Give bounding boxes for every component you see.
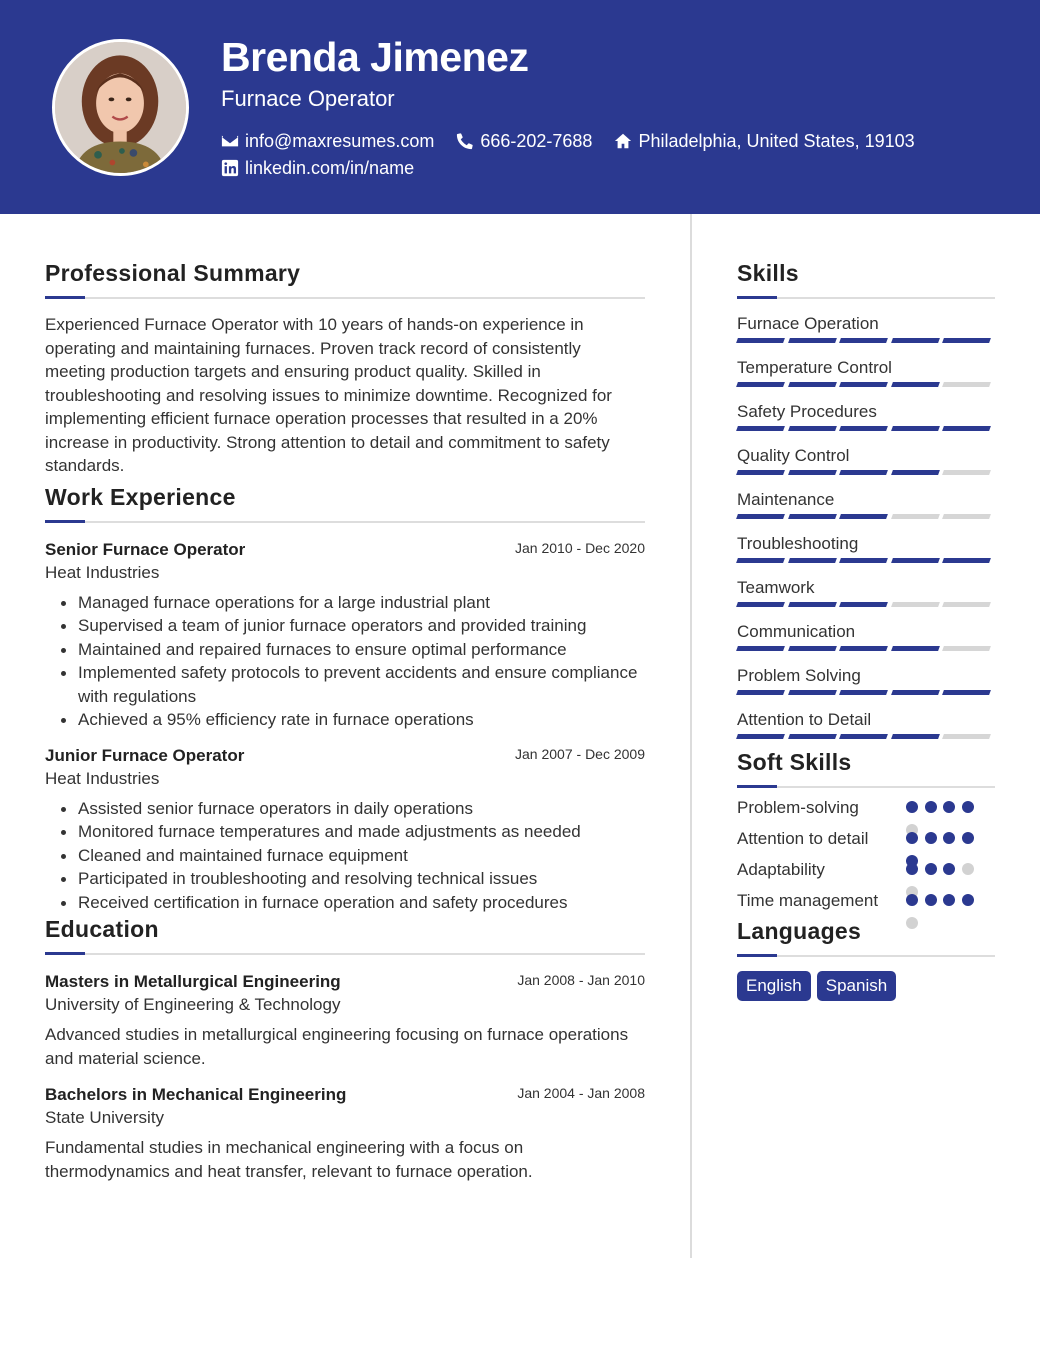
- profile-photo-image: [55, 42, 186, 173]
- phone-icon: [456, 132, 474, 150]
- skill-level-bar: [737, 470, 995, 475]
- section-rule: [737, 955, 995, 957]
- skill-level-segment: [736, 558, 785, 563]
- home-icon: [614, 132, 632, 150]
- soft-skill-name: Adaptability: [737, 860, 825, 879]
- soft-skill-rating: [906, 894, 986, 940]
- resume-header: [0, 0, 1040, 214]
- job-dates: Jan 2010 - Dec 2020: [515, 539, 645, 556]
- skill-name: Safety Procedures: [737, 402, 877, 421]
- skill-level-bar: [737, 734, 995, 739]
- skill-name: Troubleshooting: [737, 534, 859, 553]
- skill-level-segment: [942, 646, 991, 651]
- skill-level-bar: [737, 382, 995, 387]
- job-dates: Jan 2007 - Dec 2009: [515, 745, 645, 762]
- job-company: Heat Industries: [45, 768, 160, 788]
- column-divider: [690, 214, 692, 1258]
- skill-level-segment: [942, 426, 991, 431]
- skill-item: [737, 621, 995, 651]
- section-rule: [45, 521, 645, 523]
- job-bullet: Assisted senior furnace operators in daily operations: [57, 797, 645, 821]
- summary-section: [45, 258, 645, 478]
- language-tag: English: [737, 971, 811, 1001]
- skill-item: [737, 709, 995, 739]
- job-entry: [45, 745, 645, 915]
- skill-level-segment: [788, 602, 837, 607]
- skill-level-segment: [942, 690, 991, 695]
- skill-level-segment: [736, 690, 785, 695]
- main-column: [45, 258, 645, 1183]
- skill-level-segment: [736, 734, 785, 739]
- skill-level-bar: [737, 646, 995, 651]
- skill-item: [737, 577, 995, 607]
- skill-level-segment: [839, 734, 888, 739]
- skill-level-segment: [942, 470, 991, 475]
- skill-level-segment: [891, 382, 940, 387]
- rating-dot: [943, 863, 955, 875]
- skill-item: [737, 445, 995, 475]
- job-title: Junior Furnace Operator: [45, 745, 245, 765]
- rating-dot: [962, 801, 974, 813]
- skill-level-segment: [839, 470, 888, 475]
- job-bullet: Implemented safety protocols to prevent accidents and ensure compliance with regulations: [57, 661, 645, 708]
- soft-skill-item: [737, 858, 995, 881]
- skill-level-segment: [891, 558, 940, 563]
- skill-level-segment: [736, 382, 785, 387]
- job-bullet: Supervised a team of junior furnace operators and provided training: [57, 614, 645, 638]
- skill-name: Communication: [737, 622, 856, 641]
- skill-level-segment: [942, 338, 991, 343]
- soft-skills-heading: Soft Skills: [737, 749, 852, 775]
- skill-level-segment: [839, 338, 888, 343]
- job-company: Heat Industries: [45, 562, 160, 582]
- skill-level-segment: [839, 646, 888, 651]
- soft-skill-item: [737, 889, 995, 912]
- skills-heading: Skills: [737, 260, 799, 286]
- skill-level-segment: [736, 338, 785, 343]
- school-name: University of Engineering & Technology: [45, 995, 341, 1014]
- contact-email-text: info@maxresumes.com: [245, 131, 435, 151]
- contact-linkedin-text: linkedin.com/in/name: [245, 158, 415, 178]
- job-bullet: Received certification in furnace operation and safety procedures: [57, 891, 645, 915]
- skill-level-bar: [737, 514, 995, 519]
- linkedin-icon: [221, 159, 239, 177]
- languages-heading: Languages: [737, 918, 862, 944]
- job-bullet: Participated in troubleshooting and resolving technical issues: [57, 867, 645, 891]
- contact-location-text: Philadelphia, United States, 19103: [638, 131, 915, 151]
- section-rule: [737, 786, 995, 788]
- contact-phone[interactable]: [456, 130, 592, 152]
- skill-level-segment: [942, 514, 991, 519]
- skill-level-bar: [737, 426, 995, 431]
- skill-level-segment: [736, 602, 785, 607]
- skill-name: Furnace Operation: [737, 314, 879, 333]
- side-column: [737, 258, 995, 1001]
- rating-dot: [925, 863, 937, 875]
- rating-dot: [962, 863, 974, 875]
- skill-level-bar: [737, 338, 995, 343]
- skill-level-segment: [736, 426, 785, 431]
- skill-level-segment: [942, 602, 991, 607]
- skill-item: [737, 489, 995, 519]
- skill-name: Teamwork: [737, 578, 815, 597]
- candidate-name: Brenda Jimenez: [221, 34, 529, 80]
- contact-row-primary: [221, 130, 937, 152]
- languages-list: [737, 971, 995, 1001]
- candidate-title: Furnace Operator: [221, 86, 395, 111]
- job-bullets: [57, 797, 645, 915]
- skill-level-segment: [736, 470, 785, 475]
- education-heading: Education: [45, 916, 159, 942]
- skill-level-segment: [788, 338, 837, 343]
- contact-email[interactable]: [221, 130, 434, 152]
- skill-level-segment: [891, 338, 940, 343]
- rating-dot: [925, 832, 937, 844]
- skill-level-segment: [788, 558, 837, 563]
- language-tag: Spanish: [817, 971, 896, 1001]
- skill-level-segment: [891, 734, 940, 739]
- rating-dot: [925, 894, 937, 906]
- rating-dot: [943, 894, 955, 906]
- skill-level-segment: [788, 382, 837, 387]
- skill-level-segment: [891, 514, 940, 519]
- education-entry: [45, 971, 645, 1070]
- rating-dot: [906, 917, 918, 929]
- section-rule: [45, 953, 645, 955]
- experience-section: [45, 482, 645, 915]
- rating-dot: [906, 801, 918, 813]
- soft-skill-name: Attention to detail: [737, 829, 869, 848]
- job-bullet: Achieved a 95% efficiency rate in furnace operations: [57, 708, 645, 732]
- skill-name: Problem Solving: [737, 666, 861, 685]
- soft-skill-item: [737, 827, 995, 850]
- skill-level-segment: [891, 426, 940, 431]
- rating-dot: [962, 832, 974, 844]
- education-description: Advanced studies in metallurgical engineering focusing on furnace operations and material science.: [45, 1025, 629, 1068]
- job-title: Senior Furnace Operator: [45, 539, 246, 559]
- skill-level-segment: [736, 514, 785, 519]
- contact-phone-text: 666-202-7688: [480, 131, 593, 151]
- rating-dot: [943, 801, 955, 813]
- skill-level-segment: [839, 690, 888, 695]
- education-description: Fundamental studies in mechanical engineering with a focus on thermodynamics and heat transfer, relevant to furnace operation.: [45, 1138, 533, 1181]
- section-rule: [737, 297, 995, 299]
- skill-level-segment: [788, 426, 837, 431]
- skills-list: [737, 313, 995, 739]
- rating-dot: [906, 894, 918, 906]
- soft-skill-item: [737, 796, 995, 819]
- soft-skills-list: [737, 796, 995, 912]
- soft-skills-section: [737, 747, 995, 912]
- skill-item: [737, 401, 995, 431]
- contact-row-secondary: [221, 157, 436, 179]
- job-entry: [45, 539, 645, 732]
- skill-level-segment: [788, 470, 837, 475]
- skill-level-segment: [788, 514, 837, 519]
- skill-level-segment: [839, 514, 888, 519]
- skill-name: Temperature Control: [737, 358, 892, 377]
- job-bullet: Maintained and repaired furnaces to ensure optimal performance: [57, 638, 645, 662]
- rating-dot: [962, 894, 974, 906]
- skill-name: Attention to Detail: [737, 710, 872, 729]
- experience-heading: Work Experience: [45, 483, 236, 510]
- skill-item: [737, 357, 995, 387]
- school-name: State University: [45, 1108, 165, 1127]
- skill-name: Quality Control: [737, 446, 850, 465]
- summary-text: Experienced Furnace Operator with 10 years of hands-on experience in operating and maintaining furnaces. Proven track record of consistently meeting production targets and ensuring product quality. Skilled in troubleshooting and resolving issues to minimize downtime. Recognized for implementing efficient furnace operation processes that resulted in a 20% increase in productivity. Strong attention to detail and commitment to safety standards.: [45, 315, 612, 475]
- job-bullet: Managed furnace operations for a large industrial plant: [57, 591, 645, 615]
- skill-name: Maintenance: [737, 490, 835, 509]
- rating-dot: [906, 863, 918, 875]
- rating-dot: [925, 801, 937, 813]
- summary-heading: Professional Summary: [45, 260, 301, 286]
- profile-photo: [52, 39, 189, 176]
- degree-title: Masters in Metallurgical Engineering: [45, 972, 341, 991]
- job-bullet: Monitored furnace temperatures and made adjustments as needed: [57, 820, 645, 844]
- skill-level-segment: [839, 602, 888, 607]
- education-dates: Jan 2008 - Jan 2010: [517, 972, 645, 988]
- soft-skill-name: Problem-solving: [737, 798, 859, 817]
- education-entry: [45, 1084, 645, 1183]
- rating-dot: [906, 832, 918, 844]
- skill-level-segment: [839, 558, 888, 563]
- education-section: [45, 914, 645, 1183]
- skill-level-segment: [891, 690, 940, 695]
- skill-level-segment: [891, 646, 940, 651]
- job-bullets: [57, 591, 645, 732]
- skill-level-segment: [891, 470, 940, 475]
- skill-level-segment: [788, 734, 837, 739]
- skill-level-segment: [788, 646, 837, 651]
- degree-title: Bachelors in Mechanical Engineering: [45, 1085, 347, 1104]
- skills-section: [737, 258, 995, 739]
- soft-skill-name: Time management: [737, 891, 879, 910]
- skill-item: [737, 665, 995, 695]
- skill-level-bar: [737, 602, 995, 607]
- skill-level-segment: [839, 382, 888, 387]
- job-bullet: Cleaned and maintained furnace equipment: [57, 844, 645, 868]
- envelope-icon: [221, 132, 239, 150]
- skill-item: [737, 313, 995, 343]
- contact-location: [614, 130, 914, 152]
- skill-level-segment: [736, 646, 785, 651]
- contact-linkedin[interactable]: [221, 157, 414, 179]
- skill-level-bar: [737, 558, 995, 563]
- education-dates: Jan 2004 - Jan 2008: [517, 1085, 645, 1101]
- skill-level-segment: [942, 558, 991, 563]
- skill-level-segment: [891, 602, 940, 607]
- rating-dot: [943, 832, 955, 844]
- skill-level-segment: [942, 382, 991, 387]
- section-rule: [45, 297, 645, 299]
- skill-level-segment: [788, 690, 837, 695]
- skill-level-segment: [839, 426, 888, 431]
- skill-level-bar: [737, 690, 995, 695]
- skill-level-segment: [942, 734, 991, 739]
- skill-item: [737, 533, 995, 563]
